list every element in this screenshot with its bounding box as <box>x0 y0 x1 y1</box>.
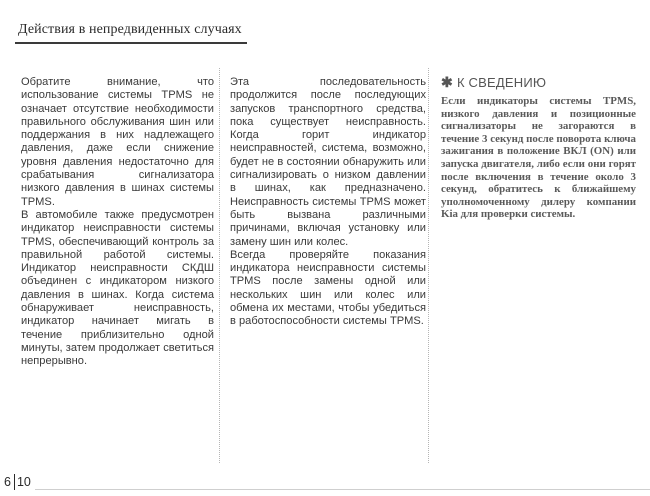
column-divider-2 <box>428 68 429 463</box>
text-column-2 <box>230 76 426 329</box>
column-2-paragraph-1: Эта последовательность продолжится после последующих запусков транспортного средства, пока существует неисправность. Когда горит индикатор неисправностей, система, возможно, будет не в состоянии обнаружить или сигнализировать о низком давлении в шинах, как предназначено. Неисправность системы TPMS может быть вызвана различными причинами, включая установку или замену шин или колес. <box>230 76 426 248</box>
header-underline <box>15 42 247 44</box>
page-number-separator <box>14 474 15 490</box>
notice-heading <box>441 74 636 91</box>
footer-rule <box>35 489 650 490</box>
notice-box <box>441 74 636 221</box>
column-divider-1 <box>219 68 220 463</box>
page-number <box>4 474 31 490</box>
notice-body: Если индикаторы системы TPMS, низкого давления и позиционные сигнализаторы не загораются в течение 3 секунд после поворота ключа зажигания в положение ВКЛ (ON) или запуска двигателя, либо если они горят после включения в течение около 3 секунд, обратитесь к ближайшему уполномоченному дилеру компании Kia для проверки системы. <box>441 95 636 221</box>
page-number-value: 10 <box>16 475 31 489</box>
notice-title: К СВЕДЕНИЮ <box>456 75 547 90</box>
column-2-paragraph-2: Всегда проверяйте показания индикатора неисправности системы TPMS после замены одной или нескольких шин или колес или обмена их местами, чтобы убедиться в работоспособности системы TPMS. <box>230 248 426 328</box>
column-1-paragraph-2: В автомобиле также предусмотрен индикатор неисправности системы TPMS, обеспечивающий контроль за правильной работой системы. Индикатор неисправности СКДШ объединен с индикатором низкого давления в шинах. Когда система обнаруживает неисправность, индикатор начинает мигать в течение приблизительно одной минуты, затем продолжает светиться непрерывно. <box>21 208 214 368</box>
column-1-paragraph-1: Обратите внимание, что использование системы TPMS не означает отсутствие необходимости правильного обслуживания шин или поддержания в них надлежащего давления, даже если снижение уровня давления недостаточно для срабатывания сигнализатора низкого давления в шинах системы TPMS. <box>21 76 214 208</box>
text-column-1 <box>21 76 214 369</box>
page-header-title: Действия в непредвиденных случаях <box>18 22 242 37</box>
asterisk-icon: ✱ <box>441 74 453 90</box>
chapter-number: 6 <box>4 475 11 489</box>
